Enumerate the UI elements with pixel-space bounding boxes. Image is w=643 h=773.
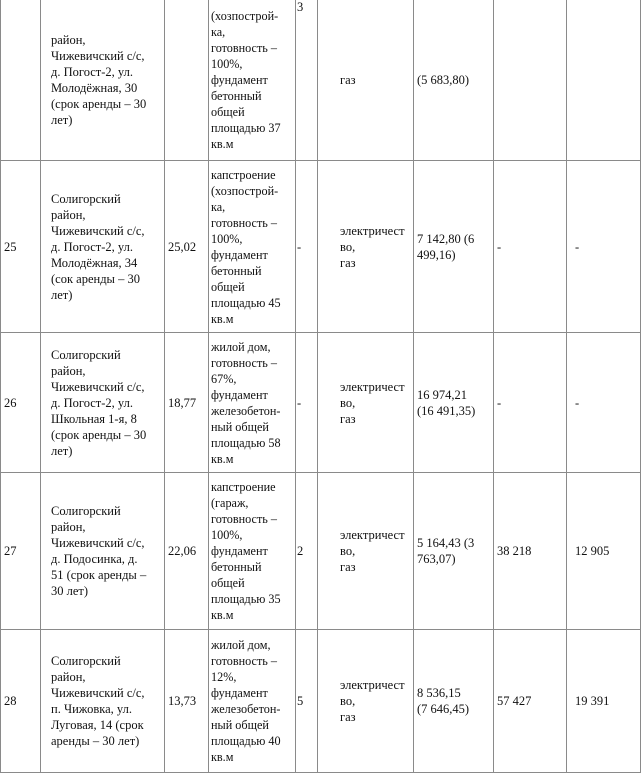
lot-location [41,161,165,333]
lot-value-2: 12 905 [567,473,641,630]
lot-object-line: ный общей [211,718,269,732]
lot-price-line: (16 491,35) [417,403,476,418]
lot-number: 28 [1,630,41,773]
lot-location-line: Солигорский [51,654,121,668]
lot-object-line: кв.м [211,750,234,764]
lot-floors: - [296,161,318,333]
lot-networks-text: электричество, газ [340,678,405,724]
lot-location-line: д. Погост-2, ул. [51,64,134,79]
lot-price-line: (5 683,80) [417,72,470,87]
lot-location-line: Чижевичский с/с, [51,223,145,238]
lot-object-line: площадью 58 [211,435,281,450]
lot-object-line: бетонный [211,560,262,574]
lot-price-line: 7 142,80 (6 [417,231,475,246]
lot-value-2: 19 391 [567,630,641,773]
lot-floors: 5 [296,630,318,773]
lot-object-line: площадью 37 [211,120,281,135]
lot-price [414,630,494,773]
lot-location-line: д. Погост-2, ул. [51,395,134,410]
lot-price-line: 499,16) [417,247,456,262]
lot-location-line: Молодёжная, 30 [51,80,138,95]
lot-object-line: фундамент [211,387,268,402]
lot-object-line: жилой дом, [211,638,271,652]
lot-object-line: (хозпострой- [211,183,279,198]
table-body [1,0,641,773]
lot-area: 25,02 [165,161,209,333]
lot-floors: - [296,333,318,473]
lot-location-line: (сок аренды – 30 [51,271,140,286]
lot-object-line: площадью 45 [211,295,281,310]
lot-location-line: 30 лет) [51,584,89,598]
lot-networks [318,630,414,773]
lot-location [41,630,165,773]
lot-location-line: район, [51,207,86,222]
lot-networks-text: электричество, газ [340,528,405,574]
lot-location-line: район, [51,32,86,47]
lot-object-line: железобетон- [211,403,281,418]
lot-area: 13,73 [165,630,209,773]
lot-location-line: лет) [51,112,73,127]
lot-location-line: лет) [51,443,73,458]
lot-object-line: площадью 35 [211,592,281,606]
lot-location-line: район, [51,363,86,378]
lot-price-line: 5 164,43 (3 [417,536,475,550]
lot-object-line: готовность – [211,654,277,668]
lot-location-line: (срок аренды – 30 [51,427,147,442]
lot-location-line: (срок аренды – 30 [51,96,147,111]
lot-price [414,333,494,473]
lot-number: 27 [1,473,41,630]
lot-location-line: Чижевичский с/с, [51,536,145,550]
lot-value-1 [494,0,567,161]
lot-value-1: - [494,161,567,333]
table-row [1,630,641,773]
lot-object-line: кв.м [211,311,234,326]
lot-location-line: п. Чижовка, ул. [51,702,132,716]
lot-location [41,333,165,473]
lot-networks-text: электричество, газ [340,379,405,426]
lot-object-line: готовность – [211,40,277,55]
lot-object-line: фундамент [211,247,268,262]
lot-location-line: аренды – 30 лет) [51,734,140,748]
lot-value-1: 57 427 [494,630,567,773]
lot-location-line: Чижевичский с/с, [51,379,145,394]
lot-networks-text: электричество, газ [340,223,405,270]
lot-location-line: район, [51,520,86,534]
lot-object-line: железобетон- [211,702,281,716]
lot-location-line: Луговая, 14 (срок [51,718,144,732]
lot-location-line: Солигорский [51,347,121,362]
lot-location-line: лет) [51,287,73,302]
lot-object-line: ка, [211,24,226,39]
lot-price [414,473,494,630]
lot-networks [318,333,414,473]
lot-object-line: кв.м [211,136,234,151]
lot-object-line: кв.м [211,608,234,622]
lot-price-line: (7 646,45) [417,702,470,716]
lot-floors: 2 [296,473,318,630]
lot-area: 22,06 [165,473,209,630]
lot-value-1: - [494,333,567,473]
lot-location-line: район, [51,670,86,684]
lot-price-line: 8 536,15 [417,686,461,700]
lot-location-line: Школьная 1-я, 8 [51,411,137,426]
lot-object-line: капстроение [211,480,276,494]
lot-number: 26 [1,333,41,473]
lot-object [209,630,296,773]
lot-object-line: готовность – [211,215,277,230]
lot-object-line: бетонный [211,88,262,103]
lot-location [41,0,165,161]
lot-networks [318,473,414,630]
lot-object-line: фундамент [211,72,268,87]
lot-value-2: - [567,161,641,333]
lot-location-line: Чижевичский с/с, [51,48,145,63]
lot-area [165,0,209,161]
lot-object-line: общей [211,104,245,119]
table-row [1,161,641,333]
table-row [1,0,641,161]
lot-price [414,0,494,161]
lot-object-line: фундамент [211,544,268,558]
lot-number: 25 [1,161,41,333]
lot-object-line: капстроение [211,167,276,182]
lot-location-line: д. Подосинка, д. [51,552,138,566]
lot-object-line: ка, [211,199,226,214]
lot-object-line: 100%, [211,56,243,71]
lot-object-line: ный общей [211,419,269,434]
lot-object-line: жилой дом, [211,339,271,354]
lot-location-line: д. Погост-2, ул. [51,239,134,254]
lot-price-line: 16 974,21 [417,387,467,402]
lot-price-line: 763,07) [417,552,456,566]
lot-value-2: - [567,333,641,473]
lot-object-line: готовность – [211,512,277,526]
lot-object-line: 67%, [211,371,237,386]
lot-price [414,161,494,333]
lot-object [209,0,296,161]
lot-location-line: Солигорский [51,504,121,518]
lot-value-2 [567,0,641,161]
lot-location-line: 51 (срок аренды – [51,568,147,582]
lot-object [209,333,296,473]
lot-floors: 3 [296,0,318,161]
table-row [1,473,641,630]
lot-location-line: Солигорский [51,191,121,206]
lot-area: 18,77 [165,333,209,473]
lot-object [209,161,296,333]
lot-object-line: (хозпострой- [211,8,279,23]
lot-location-line: Чижевичский с/с, [51,686,145,700]
lot-object [209,473,296,630]
lot-object-line: 12%, [211,670,237,684]
lot-object-line: площадью 40 [211,734,281,748]
lot-value-1: 38 218 [494,473,567,630]
lot-object-line: общей [211,576,245,590]
lot-object-line: 100%, [211,231,243,246]
lot-object-line: кв.м [211,451,234,466]
lot-networks: газ [318,0,414,161]
lot-location-line: Молодёжная, 34 [51,255,138,270]
lot-object-line: бетонный [211,263,262,278]
lot-object-line: (гараж, [211,496,249,510]
lot-object-line: 100%, [211,528,243,542]
lot-networks [318,161,414,333]
lot-number [1,0,41,161]
lot-object-line: готовность – [211,355,277,370]
lot-object-line: общей [211,279,245,294]
lot-location [41,473,165,630]
lot-object-line: фундамент [211,686,268,700]
table-row [1,333,641,473]
